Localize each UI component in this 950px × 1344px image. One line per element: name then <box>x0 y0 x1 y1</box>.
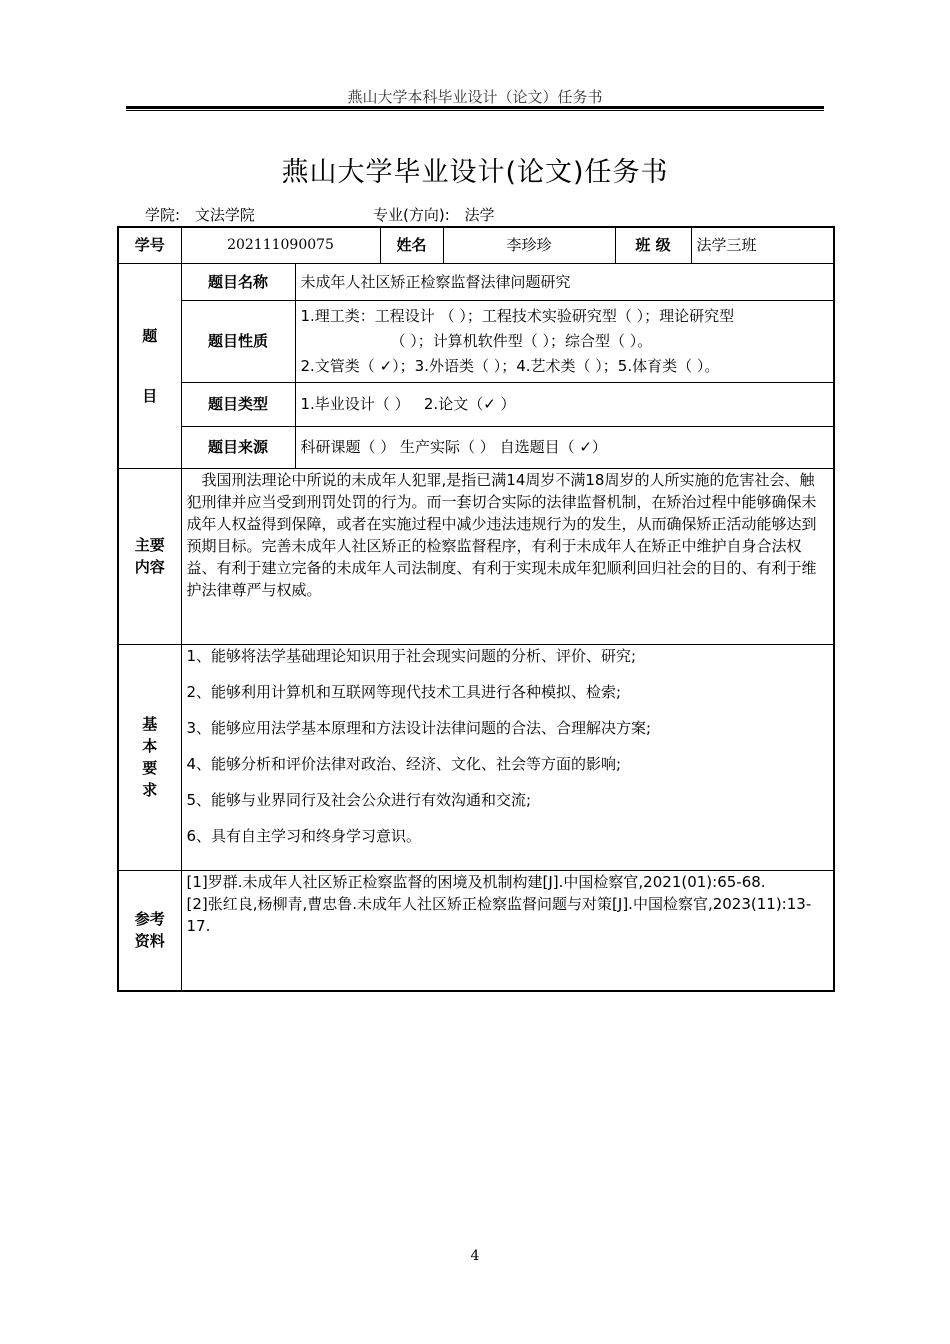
content-label-line-2: 内容 <box>134 558 165 576</box>
topic-section-label <box>118 263 181 468</box>
class-label: 班 级 <box>615 227 691 263</box>
topic-name-value: 未成年人社区矫正检察监督法律问题研究 <box>295 263 834 300</box>
student-name-label: 姓名 <box>380 227 443 263</box>
topic-name-row <box>118 263 834 300</box>
content-label <box>118 468 181 644</box>
page-number: 4 <box>470 1248 480 1264</box>
college-label: 学院: <box>145 206 181 224</box>
student-id-value: 202111090075 <box>181 227 380 263</box>
topic-source-label: 题目来源 <box>181 426 295 468</box>
major-value: 法学 <box>464 206 495 224</box>
requirement-item: 5、能够与业界同行及社会公众进行有效沟通和交流; <box>186 790 532 809</box>
student-row <box>118 227 834 263</box>
document-title: 燕山大学毕业设计(论文)任务书 <box>281 157 669 188</box>
references-label <box>118 870 181 991</box>
requirements-label-char-4: 求 <box>142 781 158 799</box>
requirement-item: 2、能够利用计算机和互联网等现代技术工具进行各种模拟、检索; <box>186 682 622 701</box>
topic-type-label: 题目类型 <box>181 382 295 426</box>
requirements-label <box>118 644 181 870</box>
content-text: 我国刑法理论中所说的未成年人犯罪,是指已满14周岁不满18周岁的人所实施的危害社会、触犯刑律并应当受到刑罚处罚的行为。而一套切合实际的法律监督机制，在矫治过程中能够确保未成年人权益得到保障，或者在实施过程中减少违法违规行为的发生，从而确保矫正活动能够达到预期目标。完善未成年人社区矫正的检察监督程序，有利于未成年人在矫正中维护自身合法权益、有利于建立完备的未成年人司法制度、有利于实现未成年犯顺利回归社会的目的、有利于维护法律尊严与权威。 <box>181 468 834 644</box>
references-label-line-2: 资料 <box>134 932 165 951</box>
requirements-label-char-2: 本 <box>142 737 158 755</box>
requirements-list <box>181 644 834 870</box>
references-list <box>181 870 834 991</box>
topic-nature-row <box>118 300 834 382</box>
topic-label-char-1: 题 <box>142 326 158 345</box>
topic-source-value: 科研课题（ ） 生产实际（ ） 自选题目（ ✓） <box>295 426 834 468</box>
content-row <box>118 468 834 644</box>
references-row <box>118 870 834 991</box>
task-form-table <box>117 226 835 992</box>
topic-type-value: 1.毕业设计（ ） 2.论文（✓ ） <box>295 382 834 426</box>
college-line <box>145 204 265 225</box>
requirements-row <box>118 644 834 870</box>
topic-nature-label: 题目性质 <box>181 300 295 382</box>
references-label-line-1: 参考 <box>134 910 165 929</box>
reference-item: [2]张红良,杨柳青,曹忠鲁.未成年人社区矫正检察监督问题与对策[J].中国检察官,2023(11):13-17. <box>186 894 812 935</box>
topic-source-row <box>118 426 834 468</box>
running-header: 燕山大学本科毕业设计（论文）任务书 <box>347 88 603 106</box>
major-line <box>373 204 505 225</box>
topic-name-label: 题目名称 <box>181 263 295 300</box>
header-rule <box>126 106 824 109</box>
requirements-label-char-1: 基 <box>142 715 158 733</box>
requirement-item: 6、具有自主学习和终身学习意识。 <box>186 826 422 845</box>
header-rule-thin <box>126 110 824 111</box>
reference-item: [1]罗群.未成年人社区矫正检察监督的困境及机制构建[J].中国检察官,2021(01):65-68. <box>186 872 766 891</box>
nature-line-1: 1.理工类：工程设计 （ ）；工程技术实验研究型（ ）；理论研究型 <box>300 306 735 325</box>
college-value: 文法学院 <box>194 206 255 224</box>
requirement-item: 3、能够应用法学基本原理和方法设计法律问题的合法、合理解决方案; <box>186 718 652 737</box>
student-id-label: 学号 <box>118 227 181 263</box>
major-label: 专业(方向): <box>373 206 450 224</box>
content-label-line-1: 主要 <box>134 536 165 554</box>
requirement-item: 4、能够分析和评价法律对政治、经济、文化、社会等方面的影响; <box>186 754 622 773</box>
class-value: 法学三班 <box>691 227 834 263</box>
nature-line-3: 2.文管类（ ✓）；3.外语类（ ）；4.艺术类（ ）；5.体育类（ ）。 <box>300 356 720 375</box>
student-name-value: 李珍珍 <box>443 227 615 263</box>
topic-nature-value <box>295 300 834 382</box>
nature-line-2: （ ）；计算机软件型（ ）；综合型（ ）。 <box>390 331 653 350</box>
topic-label-char-2: 目 <box>142 386 158 405</box>
requirements-label-char-3: 要 <box>142 759 158 777</box>
topic-type-row <box>118 382 834 426</box>
requirement-item: 1、能够将法学基础理论知识用于社会现实问题的分析、评价、研究; <box>186 646 637 665</box>
